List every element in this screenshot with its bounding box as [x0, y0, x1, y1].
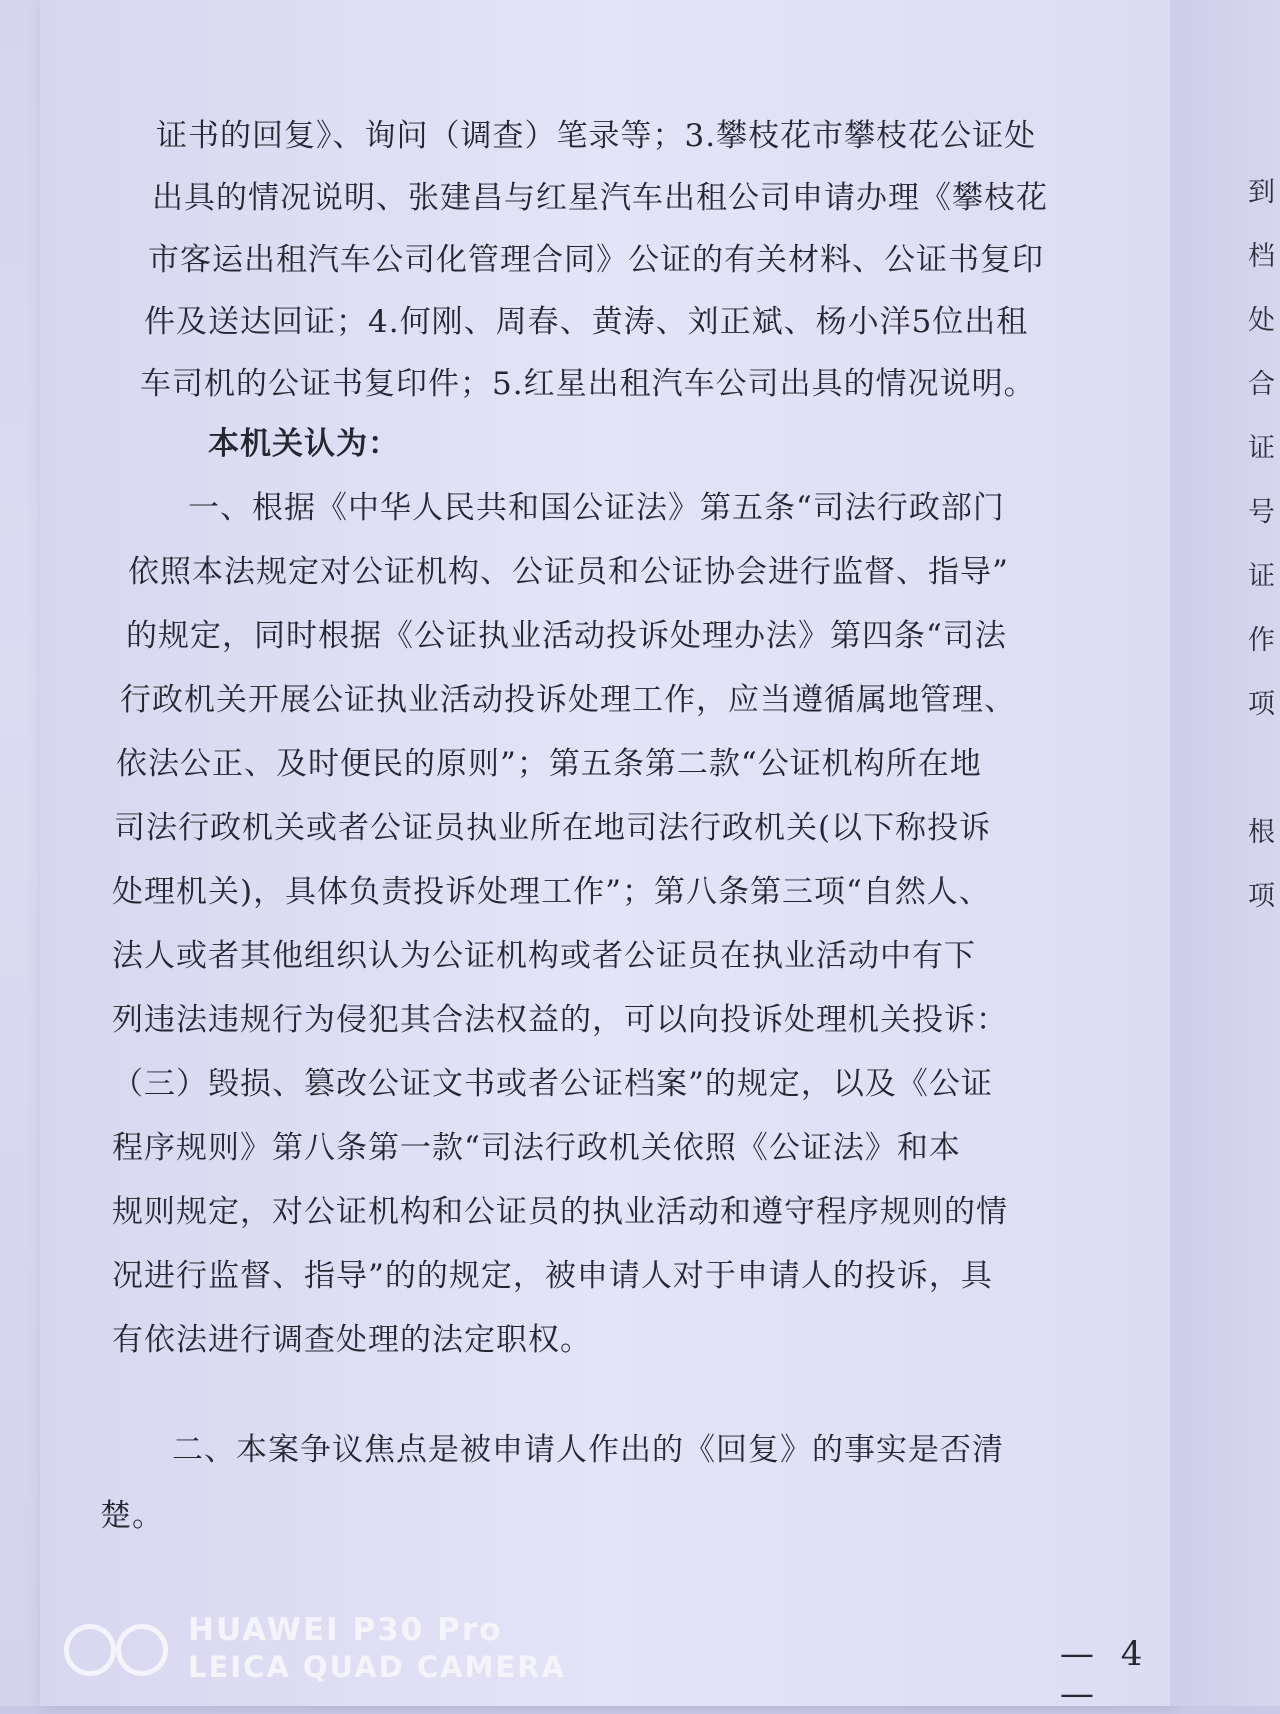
page-number: — 4 — [1060, 1634, 1151, 1714]
adjacent-char: 作 [1248, 625, 1275, 656]
text-line: 依法公正、及时便民的原则”；第五条第二款“公证机构所在地 [116, 746, 982, 782]
text-line: 出具的情况说明、张建昌与红星汽车出租公司申请办理《攀枝花 [152, 180, 1048, 216]
document-page [40, 0, 1170, 1714]
text-line: 程序规则》第八条第一款“司法行政机关依照《公证法》和本 [112, 1130, 961, 1166]
text-line: 楚。 [100, 1498, 164, 1534]
text-line: 市客运出租汽车公司化管理合同》公证的有关材料、公证书复印 [148, 242, 1044, 278]
adjacent-char: 证 [1248, 561, 1275, 592]
text-line: 有依法进行调查处理的法定职权。 [112, 1322, 592, 1358]
adjacent-char: 档 [1248, 241, 1275, 272]
adjacent-char: 证 [1248, 433, 1275, 464]
text-line: 车司机的公证书复印件；5.红星出租汽车公司出具的情况说明。 [140, 366, 1036, 402]
watermark-camera: LEICA QUAD CAMERA [188, 1650, 566, 1684]
adjacent-char: 项 [1248, 881, 1275, 912]
section-heading: 本机关认为： [208, 426, 400, 462]
text-line: 件及送达回证；4.何刚、周春、黄涛、刘正斌、杨小洋5位出租 [144, 304, 1029, 340]
text-line: 法人或者其他组织认为公证机构或者公证员在执业活动中有下 [112, 938, 976, 974]
text-line: 证书的回复》、询问（调查）笔录等；3.攀枝花市攀枝花公证处 [156, 118, 1037, 154]
text-line: 处理机关)，具体负责投诉处理工作”；第八条第三项“自然人、 [112, 874, 991, 910]
text-line: 行政机关开展公证执业活动投诉处理工作，应当遵循属地管理、 [120, 682, 1016, 718]
text-line: 司法行政机关或者公证员执业所在地司法行政机关(以下称投诉 [114, 810, 992, 846]
text-line: 的规定，同时根据《公证执业活动投诉处理办法》第四条“司法 [126, 618, 1007, 654]
adjacent-char: 合 [1248, 369, 1275, 400]
adjacent-char: 到 [1248, 177, 1275, 208]
text-line: 二、本案争议焦点是被申请人作出的《回复》的事实是否清 [172, 1432, 1004, 1468]
text-line: 列违法违规行为侵犯其合法权益的，可以向投诉处理机关投诉： [112, 1002, 1008, 1038]
adjacent-char: 号 [1248, 497, 1275, 528]
adjacent-char: 处 [1248, 305, 1275, 336]
adjacent-char: 项 [1248, 689, 1275, 720]
text-line: 规则规定，对公证机构和公证员的执业活动和遵守程序规则的情 [112, 1194, 1008, 1230]
text-line: （三）毁损、篡改公证文书或者公证档案”的规定，以及《公证 [112, 1066, 993, 1102]
text-line: 依照本法规定对公证机构、公证员和公证协会进行监督、指导” [128, 554, 1009, 590]
text-line: 一、根据《中华人民共和国公证法》第五条“司法行政部门 [188, 490, 1005, 526]
text-line: 况进行监督、指导”的的规定，被申请人对于申请人的投诉，具 [112, 1258, 993, 1294]
adjacent-char: 根 [1248, 817, 1275, 848]
watermark-model: HUAWEI P30 Pro [188, 1612, 503, 1648]
camera-logo-icon [64, 1624, 174, 1674]
